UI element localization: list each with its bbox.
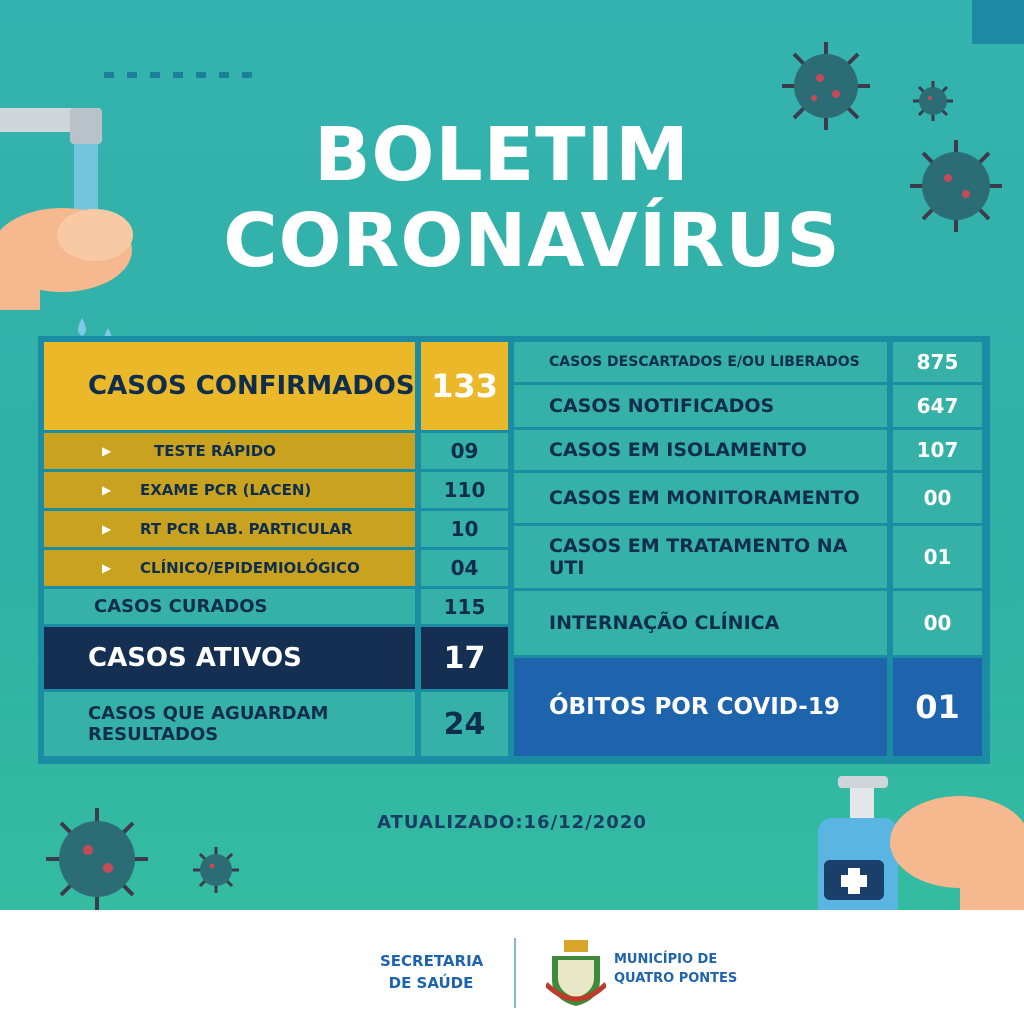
arrow-icon: ▶ <box>102 444 112 458</box>
sub-row-label: RT PCR LAB. PARTICULAR <box>140 520 353 538</box>
sub-row-clinical <box>44 550 415 586</box>
sub-row-pcr-lacen <box>44 472 415 508</box>
footer-divider <box>514 938 516 1008</box>
isolation-label: CASOS EM ISOLAMENTO <box>514 430 887 470</box>
sub-row-rapid-test <box>44 433 415 469</box>
active-value: 17 <box>421 627 508 689</box>
coronavirus-icon <box>192 846 240 894</box>
sub-row-value: 110 <box>421 472 508 508</box>
monitoring-value: 00 <box>893 473 982 523</box>
municipal-crest-icon <box>546 938 606 1008</box>
isolation-value: 107 <box>893 430 982 470</box>
awaiting-value: 24 <box>421 692 508 756</box>
updated-date: ATUALIZADO:16/12/2020 <box>377 812 647 833</box>
icu-label: CASOS EM TRATAMENTO NA UTI <box>514 526 887 588</box>
active-label: CASOS ATIVOS <box>44 627 415 689</box>
sub-row-value: 09 <box>421 433 508 469</box>
monitoring-label: CASOS EM MONITORAMENTO <box>514 473 887 523</box>
arrow-icon: ▶ <box>102 522 112 536</box>
arrow-icon: ▶ <box>102 561 112 575</box>
secretaria-label <box>380 950 482 994</box>
confirmed-value: 133 <box>421 342 508 430</box>
municipio-line2: QUATRO PONTES <box>614 971 738 986</box>
statistics-board <box>38 336 990 764</box>
title-line2: CORONAVÍRUS <box>223 198 841 284</box>
hand-sanitizer-icon <box>810 772 1024 932</box>
deaths-label: ÓBITOS POR COVID-19 <box>514 658 887 756</box>
arrow-icon: ▶ <box>102 483 112 497</box>
notified-value: 647 <box>893 385 982 427</box>
sub-row-label: TESTE RÁPIDO <box>154 442 276 460</box>
cured-value: 115 <box>421 589 508 624</box>
corner-accent <box>972 0 1024 44</box>
municipio-line1: MUNICÍPIO DE <box>614 952 718 967</box>
secretaria-line2: DE SAÚDE <box>388 974 474 992</box>
decorative-dots <box>104 72 252 78</box>
discarded-label: CASOS DESCARTADOS E/OU LIBERADOS <box>514 342 887 382</box>
awaiting-label <box>44 692 415 756</box>
cured-label: CASOS CURADOS <box>44 589 415 624</box>
municipio-label <box>614 950 737 988</box>
deaths-value: 01 <box>893 658 982 756</box>
clinical-admission-value: 00 <box>893 591 982 655</box>
awaiting-label-line2: RESULTADOS <box>88 724 219 745</box>
sub-row-value: 10 <box>421 511 508 547</box>
title-line1: BOLETIM <box>314 112 690 198</box>
icu-value: 01 <box>893 526 982 588</box>
sub-row-rt-pcr <box>44 511 415 547</box>
clinical-admission-label: INTERNAÇÃO CLÍNICA <box>514 591 887 655</box>
sub-row-value: 04 <box>421 550 508 586</box>
notified-label: CASOS NOTIFICADOS <box>514 385 887 427</box>
footer <box>0 910 1024 1024</box>
awaiting-label-line1: CASOS QUE AGUARDAM <box>88 703 329 724</box>
discarded-value: 875 <box>893 342 982 382</box>
secretaria-line1: SECRETARIA <box>380 952 484 970</box>
sub-row-label: CLÍNICO/EPIDEMIOLÓGICO <box>140 559 360 577</box>
sub-row-label: EXAME PCR (LACEN) <box>140 481 312 499</box>
confirmed-label: CASOS CONFIRMADOS <box>44 342 415 430</box>
